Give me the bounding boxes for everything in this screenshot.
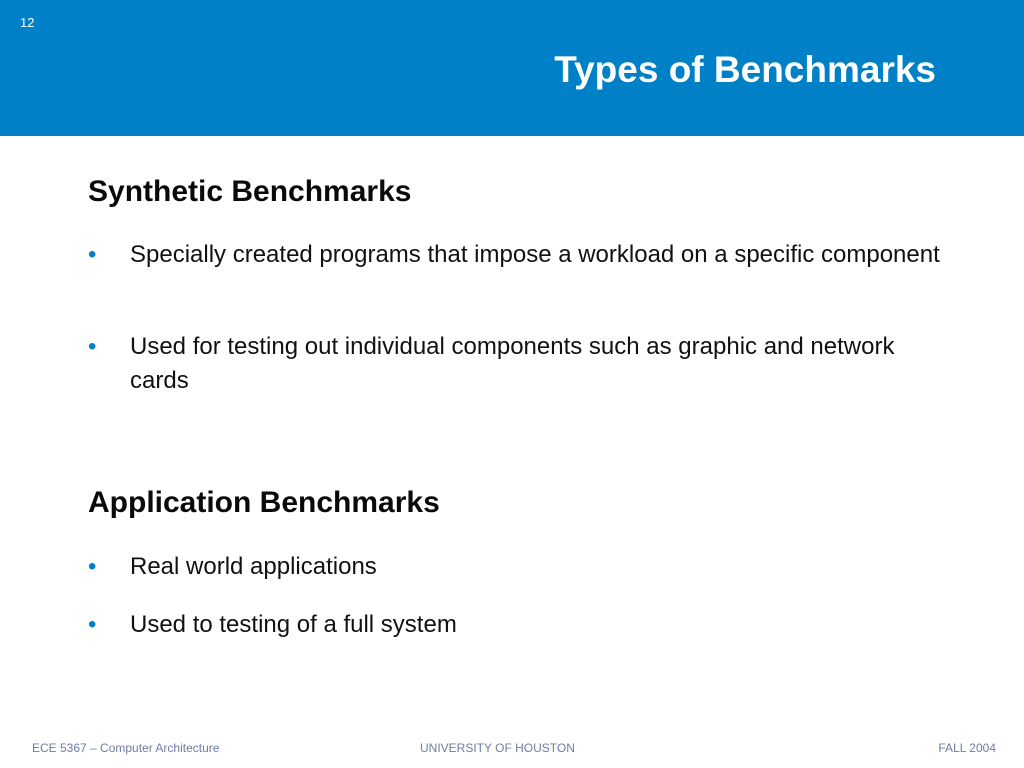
bullet-point-icon: • bbox=[88, 553, 97, 580]
slide-title: Types of Benchmarks bbox=[554, 49, 936, 90]
section-heading-application: Application Benchmarks bbox=[88, 486, 440, 519]
title-bar bbox=[0, 0, 1024, 136]
slide-number: 12 bbox=[20, 15, 35, 30]
section-heading-synthetic: Synthetic Benchmarks bbox=[88, 175, 412, 208]
footer-term: FALL 2004 bbox=[938, 741, 996, 755]
bullet-item bbox=[88, 550, 948, 584]
bullet-item bbox=[88, 238, 948, 272]
bullet-text: Used to testing of a full system bbox=[130, 611, 457, 638]
footer-university: UNIVERSITY OF HOUSTON bbox=[420, 741, 575, 755]
bullet-point-icon: • bbox=[88, 241, 97, 268]
bullet-item bbox=[88, 330, 948, 398]
bullet-text: Real world applications bbox=[130, 553, 377, 580]
bullet-text: Used for testing out individual components such as graphic and network cards bbox=[130, 333, 895, 394]
bullet-item bbox=[88, 608, 948, 642]
bullet-point-icon: • bbox=[88, 611, 97, 638]
footer-course: ECE 5367 – Computer Architecture bbox=[32, 741, 220, 755]
bullet-point-icon: • bbox=[88, 333, 97, 360]
bullet-text: Specially created programs that impose a workload on a specific component bbox=[130, 241, 940, 268]
